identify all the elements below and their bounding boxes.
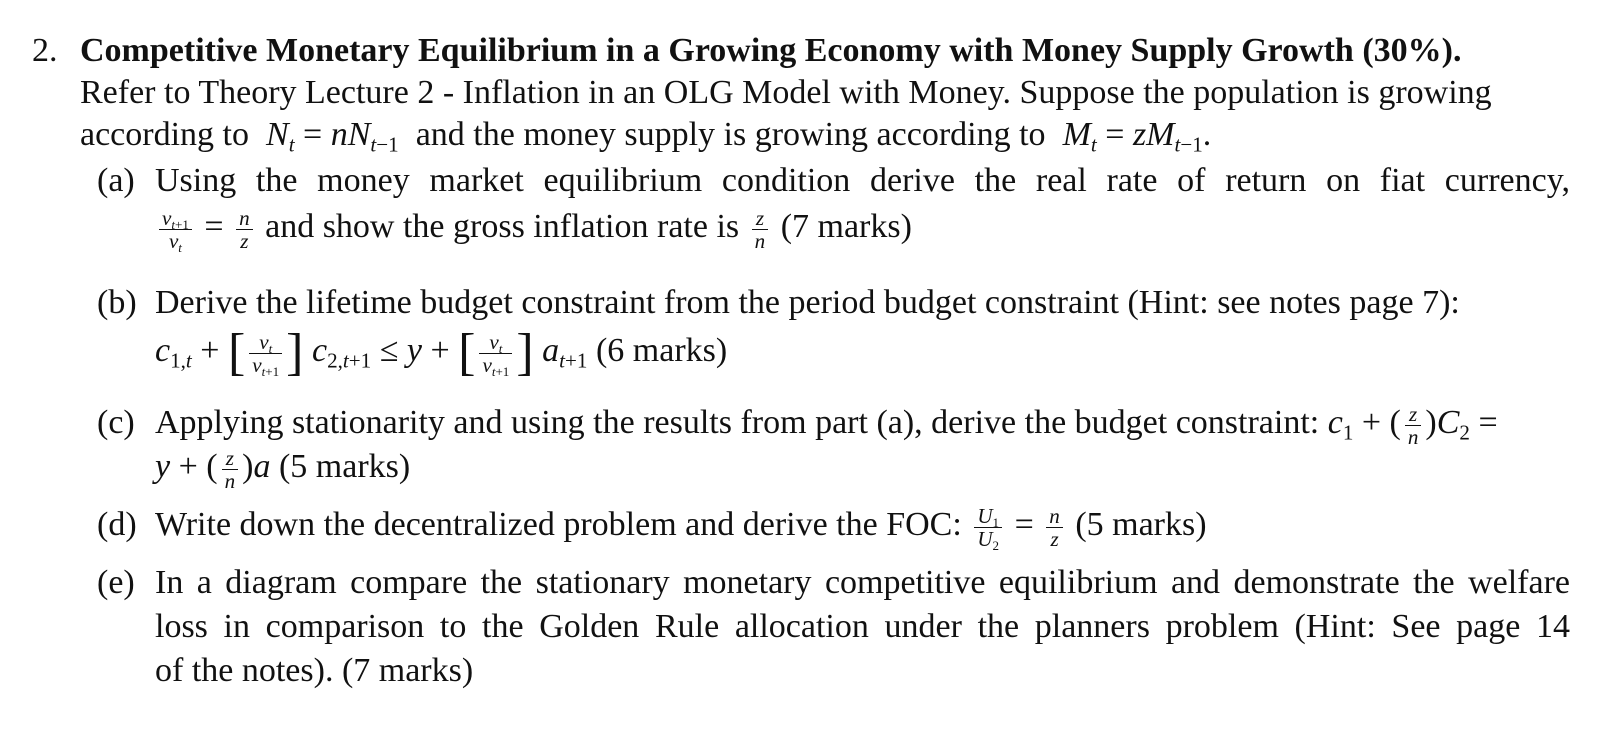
part-b-formula: $c_{1,t}$ + [ $\frac{v_t}{v_{t+1}}$ ] $c_{2,t+1} \le y$ + [ $\frac{v_t}{v_{t+1}}$ ] $a_{t+1}$ (6 marks) (155, 324, 728, 382)
part-b-label: (b) (97, 284, 137, 321)
foc-formula: $\frac{U_1}{U_2}$ = $\frac{n}{z}$ (970, 506, 1067, 543)
money-growth-formula: $M_t = zM_{t-1}$. (1062, 116, 1212, 157)
return-fraction-formula: $\frac{v_{t+1}}{v_t}$ = $\frac{n}{z}$ (155, 208, 257, 245)
stationary-budget-formula-lhs: $c_1$ + ( $\frac{z}{n}$ )$C_2$ = (1327, 401, 1498, 449)
part-d-label: (d) (97, 506, 137, 543)
part-d-line1: Write down the decentralized problem and derive the FOC: $\frac{U_1}{U_2}$ = $\frac{n}{z}$ (5 marks) (155, 503, 1207, 553)
part-c-line1: Applying stationarity and using the results from part (a), derive the budget constraint: $c_1$ + ( $\frac{z}{n}$ )$C_2$ = (155, 401, 1498, 449)
question-intro-line2: according to $N_t = nN_{t-1}$ and the money supply is growing according to $M_t = zM_{t-1}$. (80, 116, 1212, 157)
stationary-budget-formula-rhs: y + ( $\frac{z}{n}$ )a (155, 445, 271, 493)
part-e-label: (e) (97, 564, 135, 601)
question-header (80, 30, 1570, 156)
part-a-line1: Using the money market equilibrium condition derive the real rate of return on fiat currency, (155, 162, 1570, 199)
question-number: 2. (32, 32, 58, 69)
population-growth-formula: $N_t = nN_{t-1}$ (266, 116, 399, 157)
question-intro-line1: Refer to Theory Lecture 2 - Inflation in an OLG Model with Money. Suppose the population is growing (80, 74, 1492, 111)
part-e-line3: of the notes). (7 marks) (155, 652, 474, 689)
part-a-label: (a) (97, 162, 135, 199)
part-a-line2: $\frac{v_{t+1}}{v_t}$ = $\frac{n}{z}$ and show the gross inflation rate is $\frac{z}{n}$ (7 marks) (155, 206, 1570, 252)
part-c-line2: y + ( $\frac{z}{n}$ )a (5 marks) (155, 445, 411, 493)
inflation-fraction-formula: $\frac{z}{n}$ (748, 208, 773, 245)
question-title: Competitive Monetary Equilibrium in a Growing Economy with Money Supply Growth (30%). (80, 32, 1462, 69)
part-b-line1: Derive the lifetime budget constraint from the period budget constraint (Hint: see notes page 7): (155, 284, 1460, 321)
part-e-line2: loss in comparison to the Golden Rule allocation under the planners problem (Hint: See page 14 (155, 608, 1570, 645)
part-e-line1: In a diagram compare the stationary monetary competitive equilibrium and demonstrate the welfare (155, 564, 1570, 601)
lifetime-budget-formula: $c_{1,t}$ + [ $\frac{v_t}{v_{t+1}}$ ] $c_{2,t+1} \le y$ + [ $\frac{v_t}{v_{t+1}}$ ] $a_{t+1}$ (155, 324, 588, 382)
part-c-label: (c) (97, 404, 135, 441)
